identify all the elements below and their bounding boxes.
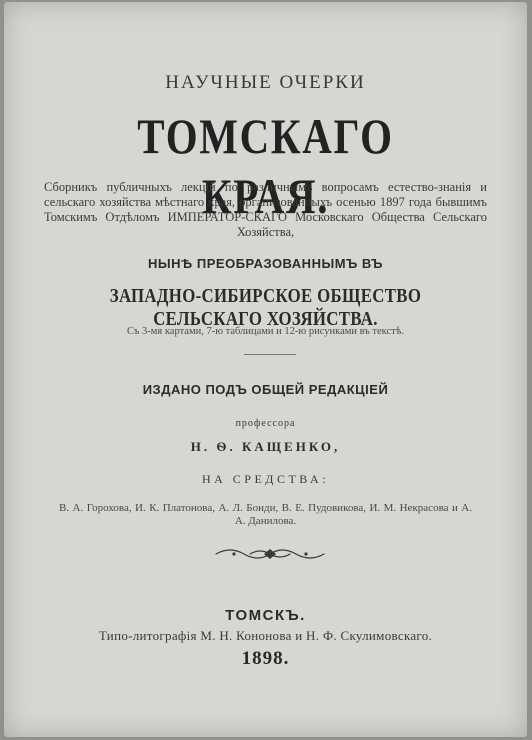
title-subtitle: НАУЧНЫЕ ОЧЕРКИ <box>165 72 366 93</box>
donors-list: В. А. Горохова, И. К. Платонова, А. Л. Бонди, В. Е. Пудовикова, И. М. Некрасова и А. А. Данилова. <box>59 502 472 527</box>
edited-line: ИЗДАНО ПОДЪ ОБЩЕЙ РЕДАКЦІЕЙ <box>142 382 389 397</box>
book-cover <box>4 2 527 737</box>
ornament-icon <box>210 542 330 566</box>
society-name: ЗАПАДНО-СИБИРСКОЕ ОБЩЕСТВО СЕЛЬСКАГО ХОЗЯЙСТВА. <box>109 285 422 330</box>
funds-label: НА СРЕДСТВА: <box>201 472 330 486</box>
publication-year: 1898. <box>241 648 290 669</box>
divider <box>244 354 296 355</box>
editor-name: Н. Ѳ. КАЩЕНКО, <box>190 439 341 454</box>
description: Сборникъ публичныхъ лекцій по различнымъ вопросамъ естество-знанія и сельскаго хозяйства мѣстнаго края, организованныхъ осенью 1897 года бывшимъ Томскимъ Отдѣломъ ИМПЕРАТОР-СКАГО Московскаго Общества Сельскаго Хозяйства, <box>44 180 487 239</box>
professor-label: профессора <box>235 418 296 429</box>
title-main: ТОМСКАГО КРАЯ. <box>137 108 394 224</box>
city: ТОМСКЪ. <box>225 607 306 624</box>
maps-line: Съ 3-мя картами, 7-ю таблицами и 12-ю рисунками въ текстѣ. <box>126 326 405 337</box>
transformed-line: НЫНѢ ПРЕОБРАЗОВАННЫМЪ ВЪ <box>148 256 383 271</box>
printer: Типо-литографія М. Н. Кононова и Н. Ф. Скулимовскаго. <box>98 628 433 643</box>
